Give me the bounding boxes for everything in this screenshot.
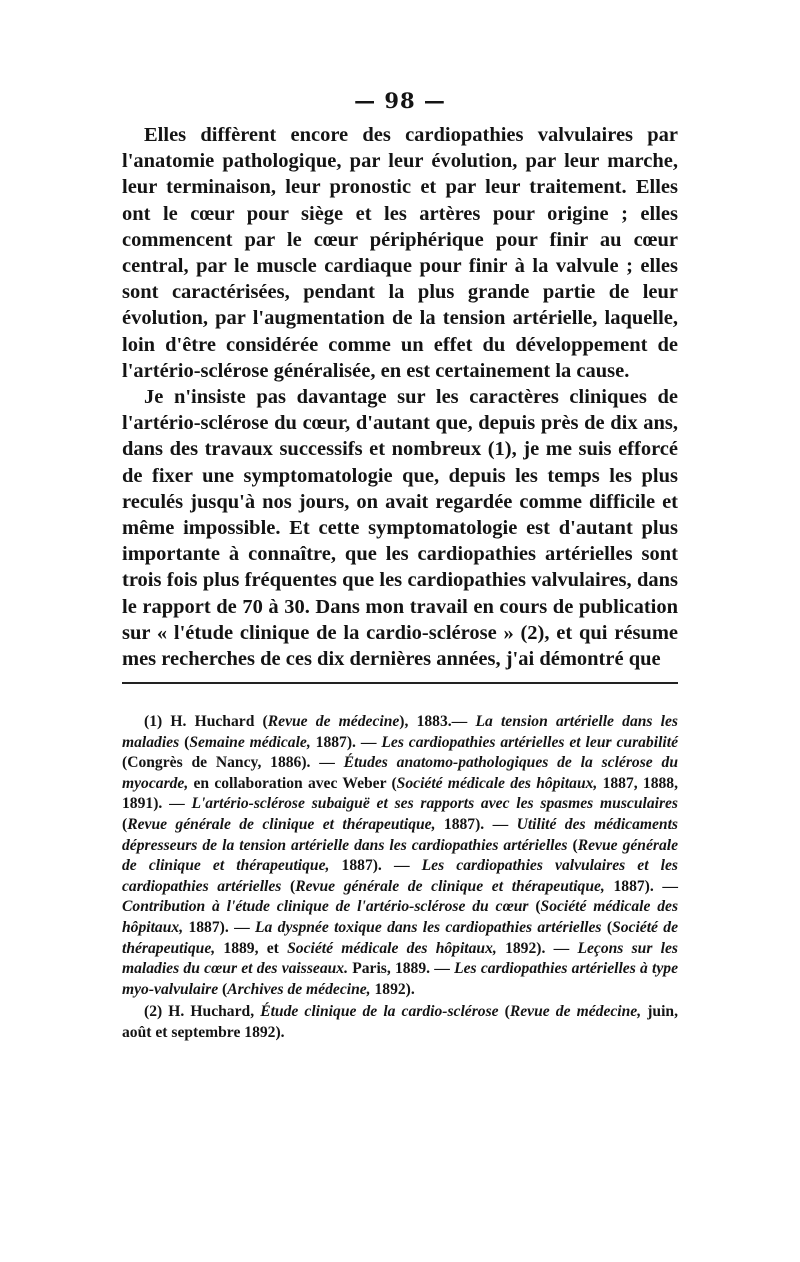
footnotes (122, 712, 678, 1044)
footnote-1: (1) H. Huchard (Revue de médecine), 1883.— La tension artérielle dans les maladies (Semaine médicale, 1887). — Les cardiopathies artérielles et leur curabilité (Congrès de Nancy, 1886). — Études anatomo-pathologiques de la sclérose du myocarde, en collaboration avec Weber (Société médicale des hôpitaux, 1887, 1888, 1891). — L'artério-sclérose subaiguë et ses rapports avec les spasmes musculaires (Revue générale de clinique et thérapeutique, 1887). — Utilité des médicaments dépresseurs de la tension artérielle dans les cardiopathies artérielles (Revue générale de clinique et thérapeutique, 1887). — Les cardiopathies valvulaires et les cardiopathies artérielles (Revue générale de clinique et thérapeutique, 1887). — Contribution à l'étude clinique de l'artério-sclérose du cœur (Société médicale des hôpitaux, 1887). — La dyspnée toxique dans les cardiopathies artérielles (Société de thérapeutique, 1889, et Société médicale des hôpitaux, 1892). — Leçons sur les maladies du cœur et des vaisseaux. Paris, 1889. — Les cardiopathies artérielles à type myo-valvulaire (Archives de médecine, 1892). (122, 713, 679, 998)
main-text (122, 122, 678, 672)
paragraph: Elles diffèrent encore des cardiopathies valvulaires par l'anatomie pathologique, par leur évolution, par leur marche, leur terminaison, leur pronostic et par leur traitement. Elles ont le cœur pour siège et les artères pour origine ; elles commencent par le cœur périphérique pour finir au cœur central, par le muscle cardiaque pour finir à la valvule ; elles sont caractérisées, pendant la plus grande partie de leur évolution, par l'augmentation de la tension artérielle, laquelle, loin d'être considérée comme un effet du développement de l'artério-sclérose généralisée, en est certainement la cause. (122, 124, 678, 382)
paragraph: Je n'insiste pas davantage sur les caractères cliniques de l'artério-sclérose du cœur, d'autant que, depuis près de dix ans, dans des travaux successifs et nombreux (1), je me suis efforcé de fixer une symptomatologie que, depuis les temps les plus reculés jusqu'à nos jours, on avait regardée comme difficile et même impossible. Et cette symptomatologie est d'autant plus importante à connaître, que les cardiopathies artérielles sont trois fois plus fréquentes que les cardiopathies valvulaires, dans le rapport de 70 à 30. Dans mon travail en cours de publication sur « l'étude clinique de la cardio-sclérose » (2), et qui résume mes recherches de ces dix dernières années, j'ai démontré que (122, 386, 678, 671)
page-number: — 98 — (354, 88, 446, 113)
footnote-divider (122, 682, 678, 684)
footnote-2: (2) H. Huchard, Étude clinique de la cardio-sclérose (Revue de médecine, juin, août et septembre 1892). (122, 1003, 679, 1041)
